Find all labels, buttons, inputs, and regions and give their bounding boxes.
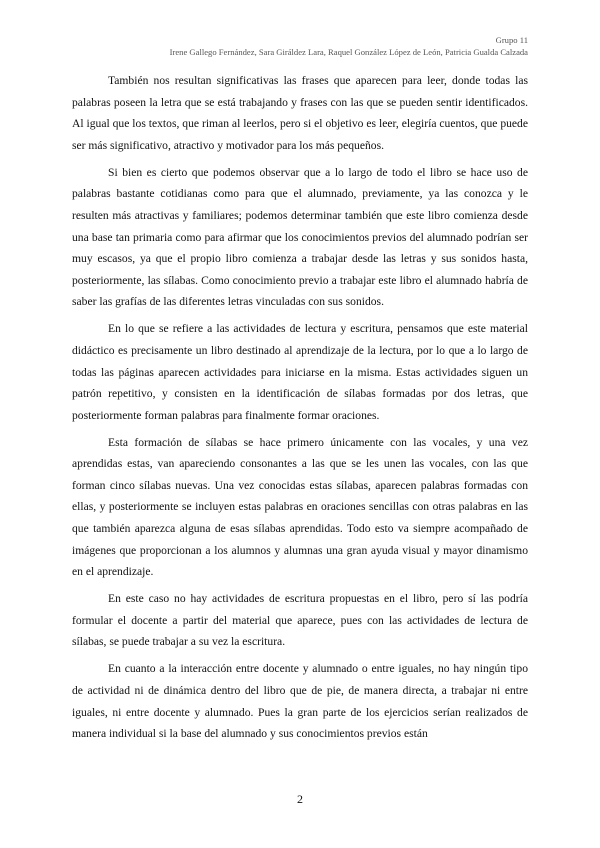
paragraph: Esta formación de sílabas se hace primero únicamente con las vocales, y una vez aprendidas estas, van apareciendo consonantes a las que se les unen las vocales, con las que forman cinco sílabas nuevas. Una vez conocidas estas sílabas, aparecen palabras formadas con ellas, y posteriormente se incluyen estas palabras en oraciones sencillas con otras palabras en las que también aparezca alguna de esas sílabas aprendidas. Todo esto va siempre acompañado de imágenes que proporcionan a los alumnos y alumnas una gran ayuda visual y mayor dinamismo en el aprendizaje. xyxy=(72,435,528,579)
header-authors: Irene Gallego Fernández, Sara Giráldez Lara, Raquel González López de León, Patricia Gualda Calzada xyxy=(169,47,528,57)
paragraph: En este caso no hay actividades de escritura propuestas en el libro, pero sí las podría formular el docente a partir del material que aparece, pues con las actividades de lectura de sílabas, se puede trabajar a su vez la escritura. xyxy=(72,592,528,649)
paragraph: También nos resultan significativas las frases que aparecen para leer, donde todas las palabras poseen la letra que se está trabajando y frases con las que se pueden sentir identificados. Al igual que los textos, que riman al leerlos, pero si el objetivo es leer, elegiría cuentos, que puede ser más significativo, atractivo y motivador para los más pequeños. xyxy=(72,74,528,152)
header-group: Grupo 11 xyxy=(495,35,528,45)
body-text xyxy=(72,70,528,750)
paragraph: En lo que se refiere a las actividades de lectura y escritura, pensamos que este material didáctico es precisamente un libro destinado al aprendizaje de la lectura, por lo que a lo largo de todas las páginas aparecen actividades para iniciarse en la misma. Estas actividades siguen un patrón repetitivo, y consisten en la identificación de sílabas formadas por dos letras, que posteriormente forman palabras para finalmente formar oraciones. xyxy=(72,322,528,422)
paragraph: Si bien es cierto que podemos observar que a lo largo de todo el libro se hace uso de palabras bastante cotidianas como para que el alumnado, previamente, ya las conozca y le resulten más atractivas y familiares; podemos determinar también que este libro comienza desde una base tan primaria como para afirmar que los conocimientos previos del alumnado podrían ser muy escasos, ya que el propio libro comienza a trabajar desde las letras y sus sonidos hasta, posteriormente, las sílabas. Como conocimiento previo a trabajar este libro el alumnado habría de saber las grafías de las diferentes letras vinculadas con sus sonidos. xyxy=(72,165,528,309)
page-number: 2 xyxy=(297,792,303,806)
paragraph: En cuanto a la interacción entre docente y alumnado o entre iguales, no hay ningún tipo de actividad ni de dinámica dentro del libro que de pie, de manera directa, a trabajar ni entre iguales, ni entre docente y alumnado. Pues la gran parte de los ejercicios serían realizados de manera individual si la base del alumnado y sus conocimientos previos están xyxy=(72,662,528,741)
running-header xyxy=(170,34,528,58)
